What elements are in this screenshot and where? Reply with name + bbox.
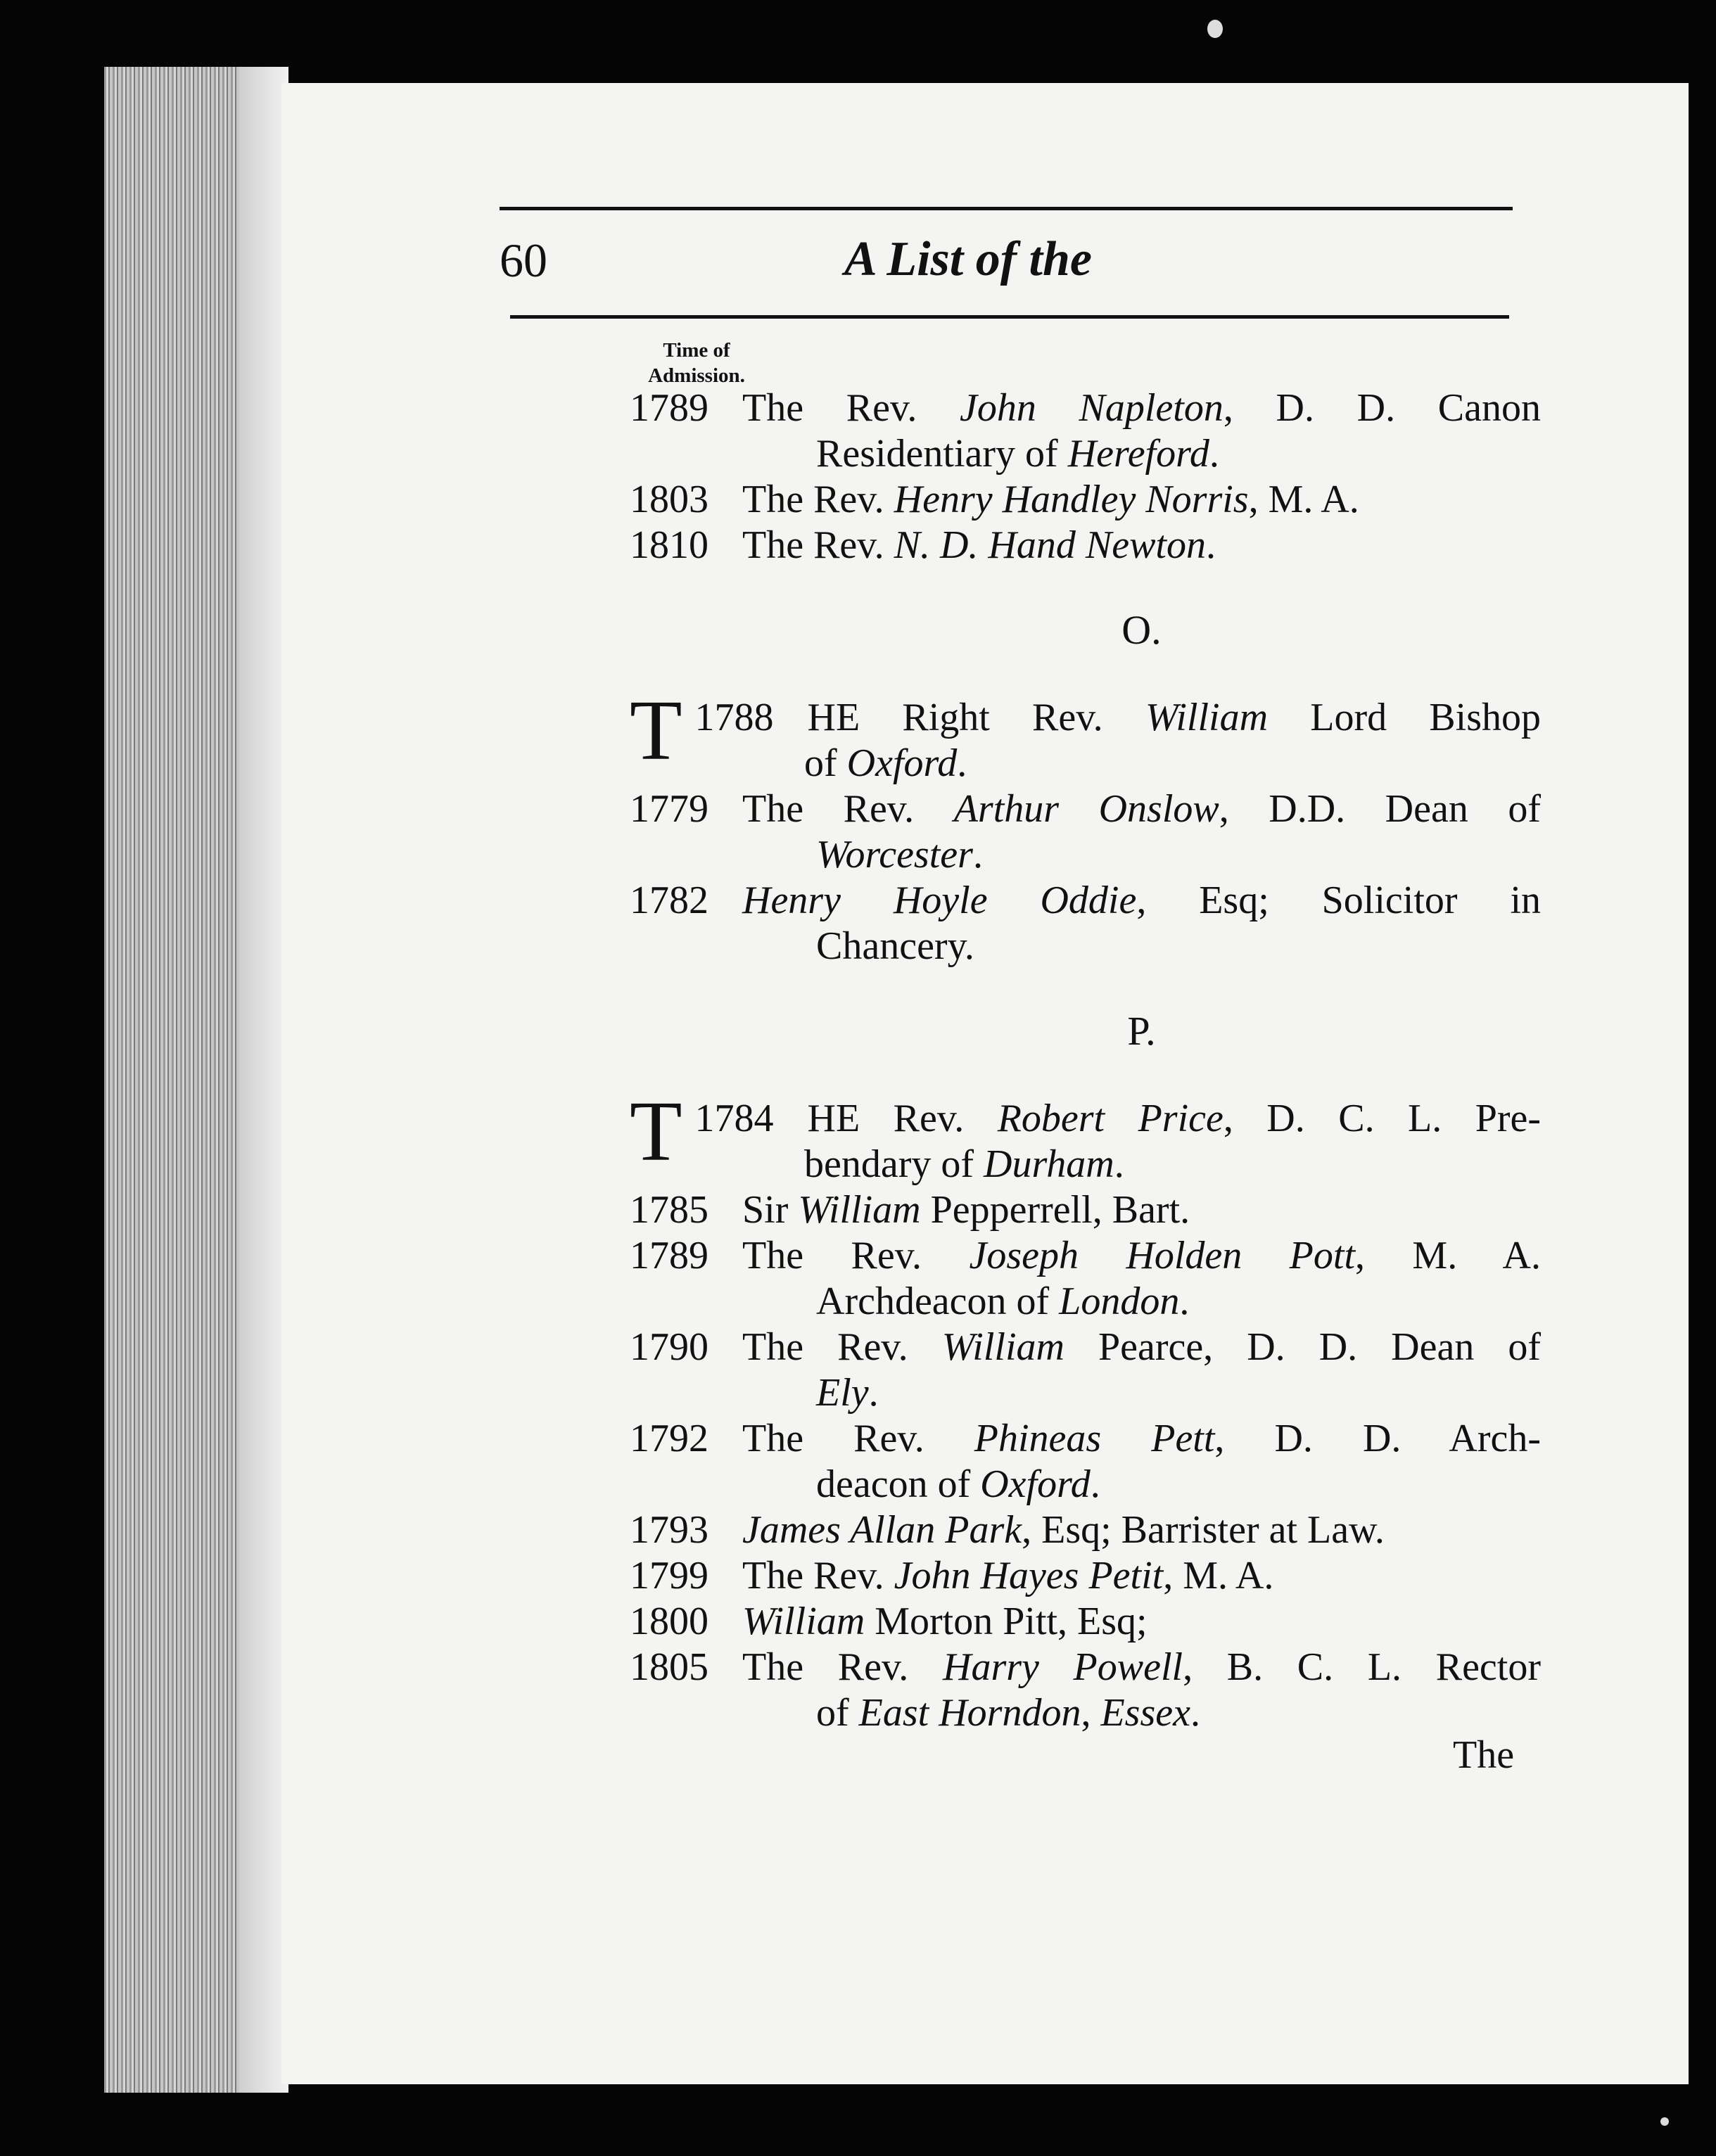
list-item	[630, 1645, 1541, 1736]
scan-speck	[1207, 20, 1223, 38]
column-heading-line1: Time of	[663, 339, 730, 362]
entry-text: William Morton Pitt, Esq;	[742, 1600, 1148, 1643]
entry-text: The Rev. Phineas Pett, D. D. Arch-	[742, 1417, 1541, 1460]
list-item	[630, 1233, 1541, 1325]
entry-text: bendary of Durham.	[804, 1142, 1124, 1186]
page-number: 60	[500, 234, 547, 287]
list-item	[630, 878, 1541, 969]
drop-cap: T	[630, 683, 682, 778]
list-item	[630, 385, 1541, 477]
entry-line	[630, 1416, 1541, 1462]
admission-year: 1803	[630, 478, 708, 521]
entry-text: The Rev. Harry Powell, B. C. L. Rector	[742, 1645, 1541, 1689]
column-heading	[637, 338, 756, 388]
entry-text: Henry Hoyle Oddie, Esq; Solicitor in	[742, 879, 1542, 922]
list-item	[630, 1084, 1542, 1187]
entry-continuation	[630, 741, 1541, 786]
admission-year: 1805	[630, 1645, 708, 1689]
head-rule-bottom	[510, 315, 1509, 319]
entry-line	[630, 1325, 1541, 1370]
admission-year: 1792	[630, 1417, 708, 1460]
entry-continuation	[630, 1370, 1541, 1416]
entry-continuation	[630, 1690, 1541, 1736]
entry-text: Ely.	[816, 1371, 879, 1415]
entry-text: deacon of Oxford.	[816, 1462, 1100, 1506]
entry-text: The Rev. Henry Handley Norris, M. A.	[742, 478, 1359, 521]
list-item	[630, 1599, 1541, 1645]
entry-text: The Rev. N. D. Hand Newton.	[742, 523, 1216, 567]
entry-line	[630, 786, 1541, 832]
book-page-edges	[104, 67, 288, 2093]
admission-year: 1810	[630, 523, 708, 567]
entry-line	[630, 878, 1541, 924]
entry-text: Residentiary of Hereford.	[816, 432, 1219, 476]
entry-continuation	[630, 924, 1541, 969]
drop-cap: T	[630, 1084, 682, 1179]
entry-line	[630, 1187, 1541, 1233]
entry-text: HE Rev. Robert Price, D. C. L. Pre-	[807, 1097, 1542, 1140]
section-letter: O.	[1121, 607, 1162, 653]
list-item	[630, 1325, 1541, 1416]
catchword: The	[1453, 1733, 1515, 1777]
entry-line	[630, 1645, 1541, 1690]
entry-text: James Allan Park, Esq; Barrister at Law.	[742, 1508, 1385, 1552]
entry-text: The Rev. Arthur Onslow, D.D. Dean of	[742, 787, 1542, 831]
list-item	[630, 477, 1541, 523]
entry-continuation	[630, 832, 1541, 878]
entry-text: The Rev. John Napleton, D. D. Canon	[742, 386, 1541, 430]
list-item	[630, 1416, 1541, 1507]
section-letter: P.	[1127, 1008, 1156, 1054]
admission-year: 1800	[630, 1600, 708, 1643]
running-head	[500, 227, 1534, 305]
entry-line	[630, 385, 1541, 431]
admission-year: 1793	[630, 1508, 708, 1552]
admission-year: 1788	[694, 696, 774, 739]
admission-year: 1779	[630, 787, 708, 831]
entry-text: Worcester.	[816, 833, 983, 876]
admission-year: 1782	[630, 879, 708, 922]
list-item	[630, 1553, 1541, 1599]
admission-year: 1789	[630, 386, 708, 430]
entry-line	[630, 1599, 1541, 1645]
entry-text: Archdeacon of London.	[816, 1280, 1190, 1323]
admission-year: 1784	[694, 1097, 774, 1140]
entry-line	[630, 477, 1541, 523]
entry-text: The Rev. John Hayes Petit, M. A.	[742, 1554, 1274, 1597]
member-list	[630, 385, 1541, 1736]
entry-text: of Oxford.	[804, 741, 967, 785]
list-item	[630, 1507, 1541, 1553]
admission-year: 1785	[630, 1188, 708, 1232]
entry-continuation	[630, 1142, 1541, 1187]
entry-text: The Rev. William Pearce, D. D. Dean of	[742, 1325, 1541, 1369]
entry-line	[630, 1233, 1541, 1279]
head-rule-top	[500, 207, 1513, 210]
running-head-title: A List of the	[844, 232, 1092, 286]
entry-text: HE Right Rev. William Lord Bishop	[807, 696, 1541, 739]
entry-text: Sir William Pepperrell, Bart.	[742, 1188, 1190, 1232]
admission-year: 1790	[630, 1325, 708, 1369]
book-page	[281, 83, 1689, 2084]
list-item	[630, 523, 1541, 568]
admission-year: 1799	[630, 1554, 708, 1597]
list-item	[630, 786, 1541, 878]
scan-speck	[1660, 2117, 1669, 2126]
entry-text: of East Horndon, Essex.	[816, 1691, 1200, 1735]
admission-year: 1789	[630, 1234, 708, 1277]
column-heading-line2: Admission.	[648, 364, 745, 387]
entry-line	[630, 523, 1541, 568]
entry-continuation	[630, 431, 1541, 477]
entry-continuation	[630, 1462, 1541, 1507]
entry-line	[630, 1553, 1541, 1599]
entry-line	[630, 1507, 1541, 1553]
entry-continuation	[630, 1279, 1541, 1325]
list-item	[630, 683, 1541, 786]
entry-text: Chancery.	[816, 924, 974, 968]
list-item	[630, 1187, 1541, 1233]
entry-text: The Rev. Joseph Holden Pott, M. A.	[742, 1234, 1541, 1277]
